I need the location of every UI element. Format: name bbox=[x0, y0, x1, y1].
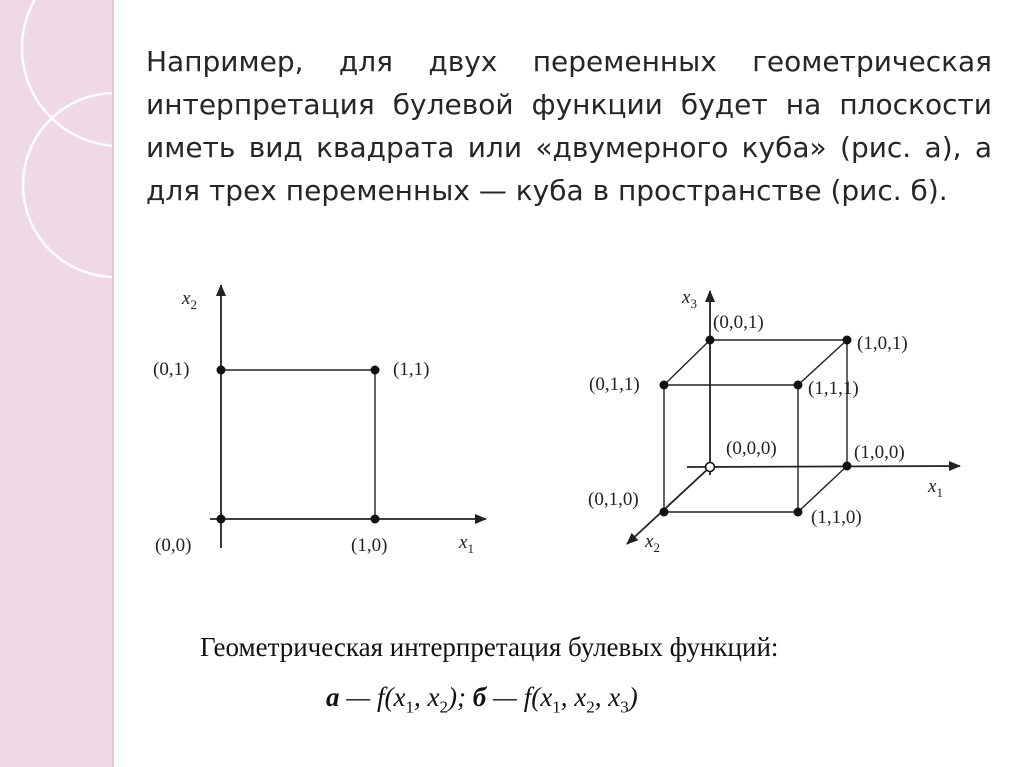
fig-b-vertex-000 bbox=[706, 463, 715, 472]
fig-b-x2-axis bbox=[627, 467, 710, 544]
fig-b-label-101: (1,0,1) bbox=[857, 333, 908, 354]
fig-a-vertex-01 bbox=[217, 366, 226, 375]
fig-a-vertex-00 bbox=[217, 515, 226, 524]
fig-b-label-010: (0,1,0) bbox=[588, 489, 639, 510]
fig-a-label-01: (0,1) bbox=[153, 359, 190, 380]
fig-b-label-001: (0,0,1) bbox=[713, 312, 764, 333]
fig-b-label-100: (1,0,0) bbox=[854, 442, 905, 463]
fig-a-label-11: (1,1) bbox=[393, 359, 430, 380]
fig-b-label-111: (1,1,1) bbox=[808, 378, 859, 399]
fig-b-x3-axis-label: $x_3$ bbox=[682, 287, 697, 311]
fig-b-edge bbox=[664, 340, 710, 385]
fig-b-vertex-010 bbox=[660, 508, 669, 517]
fig-b-vertex-001 bbox=[706, 336, 715, 345]
fig-b-vertex-011 bbox=[660, 381, 669, 390]
fig-b-label-011: (0,1,1) bbox=[589, 374, 640, 395]
fig-a-y-axis-label: $x_2$ bbox=[182, 288, 197, 312]
fig-b-vertex-111 bbox=[794, 381, 803, 390]
fig-b-x1-axis-label: $x_1$ bbox=[928, 476, 943, 500]
figure-a-square bbox=[153, 285, 486, 556]
fig-a-vertex-11 bbox=[371, 366, 380, 375]
caption-formula: а — $f(x_1$, $x_2$); б — $f(x_1$, $x_2$, $x_3$) bbox=[326, 682, 638, 717]
slide-paragraph: Например, для двух переменных геометрическая интерпретация булевой функции будет на плоскости иметь вид квадрата или «двумерного куба» (рис. а), а для трех переменных — куба в пространстве (рис. б). bbox=[146, 45, 992, 207]
fig-b-x1-axis bbox=[687, 466, 960, 467]
caption-title: Геометрическая интерпретация булевых функций: bbox=[200, 632, 779, 662]
fig-a-vertex-10 bbox=[371, 515, 380, 524]
fig-a-label-00: (0,0) bbox=[155, 535, 192, 556]
fig-b-label-000: (0,0,0) bbox=[726, 438, 777, 459]
fig-a-x-axis-label: $x_1$ bbox=[459, 532, 474, 556]
fig-b-x2-axis-label: $x_2$ bbox=[645, 531, 660, 555]
fig-b-vertex-100 bbox=[843, 462, 852, 471]
figure-b-cube bbox=[588, 287, 960, 555]
fig-b-edge bbox=[798, 466, 847, 512]
fig-b-label-110: (1,1,0) bbox=[811, 507, 862, 528]
fig-b-vertex-101 bbox=[843, 336, 852, 345]
fig-b-vertex-110 bbox=[794, 508, 803, 517]
fig-a-label-10: (1,0) bbox=[351, 535, 388, 556]
